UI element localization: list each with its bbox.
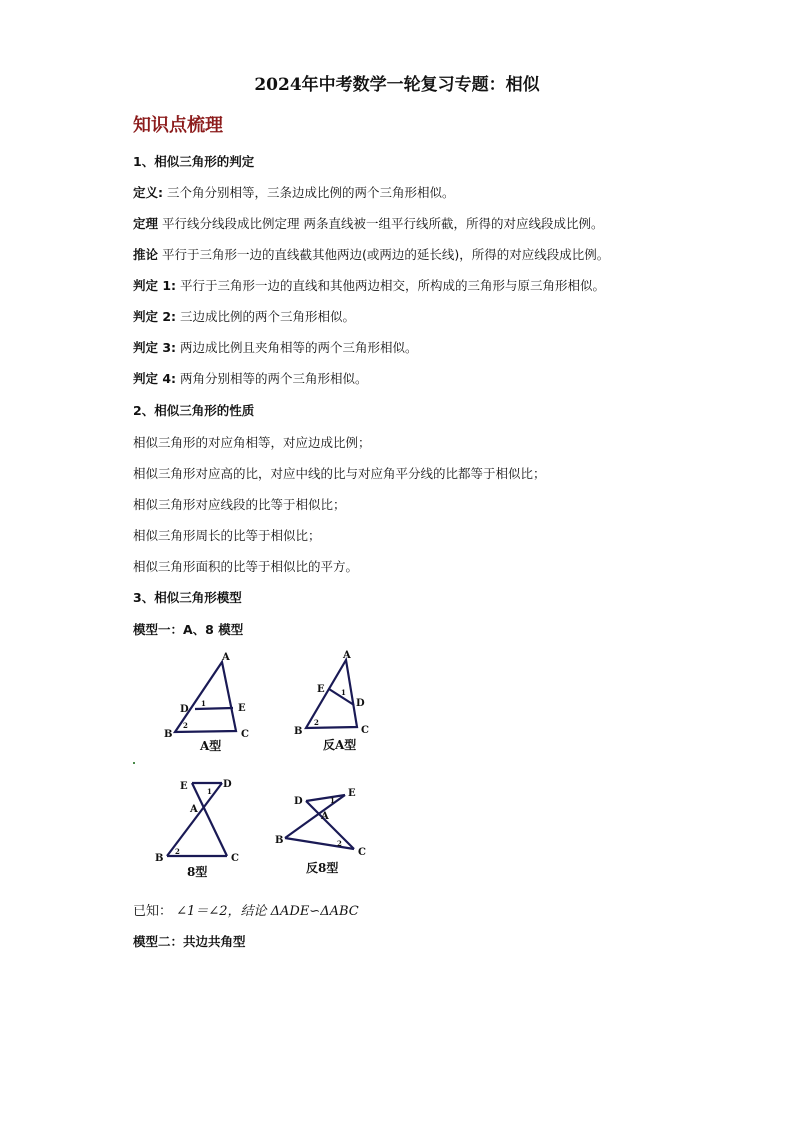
theorem-label: 定理 [133, 216, 159, 231]
conclusion-math: ∠1＝∠2，结论 ΔADE∽ΔABC [176, 904, 359, 919]
caption-a-type: A型 [200, 739, 222, 753]
stray-mark [133, 762, 135, 764]
property-1: 相似三角形的对应角相等，对应边成比例； [133, 435, 371, 450]
label-d: D [180, 704, 189, 715]
property-4: 相似三角形周长的比等于相似比； [133, 528, 321, 543]
page-title: 2024年中考数学一轮复习专题：相似 [254, 75, 540, 95]
diagram-reverse-a-type [290, 647, 380, 755]
judgement-1-text: 平行于三角形一边的直线和其他两边相交，所构成的三角形与原三角形相似。 [180, 278, 606, 293]
judgement-2-text: 三边成比例的两个三角形相似。 [180, 309, 356, 324]
label-c: C [358, 847, 366, 858]
model-1-heading: 模型一：A、8 模型 [133, 622, 244, 637]
label-b: B [275, 835, 284, 846]
judgement-3-label: 判定 3: [133, 340, 177, 355]
label-d: D [356, 698, 365, 709]
property-2: 相似三角形对应高的比，对应中线的比与对应角平分线的比都等于相似比； [133, 466, 546, 481]
label-a: A [321, 811, 329, 822]
label-d: D [223, 779, 232, 790]
label-e: E [348, 788, 356, 799]
label-b: B [155, 853, 164, 864]
model-1-conclusion [133, 900, 359, 919]
diagram-eight-type [150, 775, 250, 883]
judgement-4 [133, 369, 368, 387]
judgement-1-label: 判定 1: [133, 278, 177, 293]
label-b: B [294, 726, 303, 737]
corollary-text: 平行于三角形一边的直线截其他两边(或两边的延长线)，所得的对应线段成比例。 [162, 247, 610, 262]
corollary-line [133, 245, 609, 263]
theorem-line [133, 214, 603, 232]
angle-1: 1 [330, 796, 335, 805]
label-e: E [180, 781, 188, 792]
caption-eight-type: 8型 [187, 865, 208, 879]
theorem-text: 平行线分线段成比例定理 两条直线被一组平行线所截，所得的对应线段成比例。 [162, 216, 604, 231]
angle-2: 2 [337, 839, 342, 848]
judgement-4-label: 判定 4: [133, 371, 177, 386]
property-5: 相似三角形面积的比等于相似比的平方。 [133, 559, 359, 574]
label-a: A [222, 652, 230, 663]
label-c: C [361, 725, 369, 736]
judgement-2 [133, 307, 355, 325]
definition-text: 三个角分别相等，三条边成比例的两个三角形相似。 [166, 185, 455, 200]
caption-reverse-eight-type: 反8型 [306, 861, 339, 875]
label-e: E [317, 684, 325, 695]
label-c: C [241, 729, 249, 740]
label-b: B [164, 729, 173, 740]
conclusion-prefix: 已知： [133, 904, 173, 919]
judgement-3 [133, 338, 418, 356]
definition-line [133, 183, 455, 201]
angle-1: 1 [201, 699, 206, 708]
definition-label: 定义: [133, 185, 163, 200]
angle-1: 1 [207, 787, 212, 796]
model-2-heading: 模型二：共边共角型 [133, 934, 246, 949]
label-d: D [294, 796, 303, 807]
label-a: A [190, 804, 198, 815]
label-e: E [238, 703, 246, 714]
judgement-2-label: 判定 2: [133, 309, 177, 324]
judgement-1 [133, 276, 605, 294]
judgement-4-text: 两角分别相等的两个三角形相似。 [180, 371, 368, 386]
judgement-3-text: 两边成比例且夹角相等的两个三角形相似。 [180, 340, 418, 355]
angle-2: 2 [175, 847, 180, 856]
caption-reverse-a-type: 反A型 [323, 738, 357, 752]
s1-heading: 1、相似三角形的判定 [133, 154, 255, 169]
angle-1: 1 [341, 688, 346, 697]
diagram-reverse-eight-type [272, 783, 382, 883]
property-3: 相似三角形对应线段的比等于相似比； [133, 497, 346, 512]
section-heading: 知识点梳理 [133, 115, 223, 136]
s2-heading: 2、相似三角形的性质 [133, 403, 255, 418]
label-c: C [231, 853, 239, 864]
label-a: A [343, 650, 351, 661]
s3-heading: 3、相似三角形模型 [133, 590, 242, 605]
corollary-label: 推论 [133, 247, 159, 262]
diagram-a-type [160, 648, 260, 756]
angle-2: 2 [183, 721, 188, 730]
angle-2: 2 [314, 718, 319, 727]
